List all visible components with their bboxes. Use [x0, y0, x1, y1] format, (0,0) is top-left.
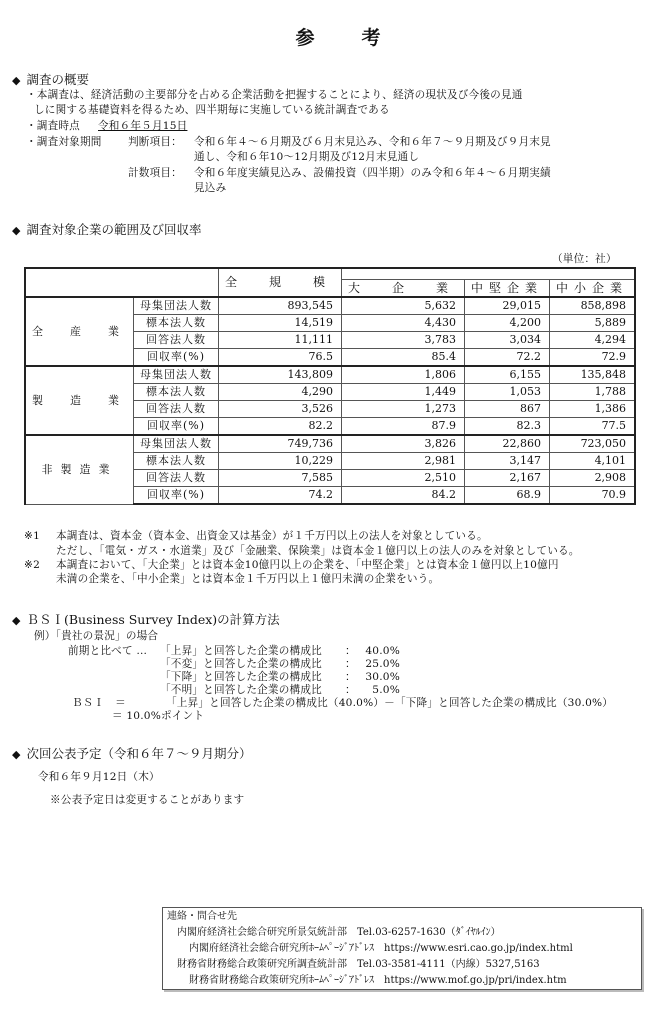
col-header-all: 全 規 模 [219, 268, 342, 297]
bsi-item-value: 40.0% [365, 645, 400, 657]
note-2-mark: ※2 [24, 559, 41, 571]
table-cell: 3,783 [342, 332, 465, 349]
table-cell: 1,806 [342, 366, 465, 384]
group-label: 非製造業 [25, 435, 134, 504]
bsi-item-colon: ： [345, 658, 356, 670]
table-cell: 84.2 [342, 487, 465, 505]
row-label: 標本法人数 [134, 453, 219, 470]
note-2-line-1: 本調査において、「大企業」とは資本金10億円以上の企業を、「中堅企業」とは資本金１億円以上10億円 [56, 559, 559, 571]
table-cell: 4,200 [465, 315, 550, 332]
row-label: 回答法人数 [134, 401, 219, 418]
table-corner-cell [25, 268, 219, 297]
bsi-item-text: 「不明」と回答した企業の構成比 [160, 684, 322, 696]
bsi-item-colon: ： [345, 671, 356, 683]
table-cell: 82.3 [465, 418, 550, 436]
table-cell: 749,736 [219, 435, 342, 453]
table-cell: 85.4 [342, 349, 465, 367]
overview-heading-text: 調査の概要 [26, 72, 89, 87]
next-note: ※公表予定日は変更することがあります [50, 794, 245, 806]
judgment-line-1: 令和６年４～６月期及び６月末見込み、令和６年７～９月期及び９月末見 [194, 136, 551, 148]
bsi-heading [12, 612, 280, 627]
survey-date-value: 令和６年５月15日 [98, 120, 188, 132]
table-cell: 1,449 [342, 384, 465, 401]
table-cell: 135,848 [550, 366, 636, 384]
diamond-bullet-icon: ◆ [12, 748, 21, 761]
note-1-line-1: 本調査は、資本金（資本金、出資金又は基金）が１千万円以上の法人を対象としている。 [56, 530, 488, 542]
coverage-heading [12, 222, 201, 237]
unit-label: （単位：社） [552, 253, 617, 265]
contact-line-4[interactable]: 財務省財務総合政策研究所ﾎｰﾑﾍﾟｰｼﾞｱﾄﾞﾚｽ https://www.mof.go.jp/pri/index.htm [189, 975, 567, 986]
table-cell: 10,229 [219, 453, 342, 470]
table-cell: 82.2 [219, 418, 342, 436]
note-1-line-2: ただし、「電気・ガス・水道業」及び「金融業、保険業」は資本金１億円以上の法人のみを対象としている。 [56, 545, 580, 557]
table-cell: 3,826 [342, 435, 465, 453]
bsi-compare: 前期と比べて … [68, 645, 148, 657]
bsi-formula: 「上昇」と回答した企業の構成比（40.0%）－「下降」と回答した企業の構成比（30.0%） [166, 697, 614, 709]
coverage-table [24, 267, 636, 505]
table-cell: 2,510 [342, 470, 465, 487]
bsi-heading-text: ＢＳＩ(Business Survey Index)の計算方法 [26, 612, 280, 627]
table-cell: 893,545 [219, 297, 342, 315]
period-label: ・調査対象期間 [26, 136, 102, 148]
table-cell: 68.9 [465, 487, 550, 505]
diamond-bullet-icon: ◆ [12, 74, 21, 87]
table-cell: 77.5 [550, 418, 636, 436]
table-cell: 5,889 [550, 315, 636, 332]
contact-box [162, 907, 642, 990]
table-cell: 143,809 [219, 366, 342, 384]
count-line-2: 見込み [194, 182, 227, 194]
table-cell: 723,050 [550, 435, 636, 453]
table-cell: 3,034 [465, 332, 550, 349]
next-heading-text: 次回公表予定（令和６年７～９月期分） [26, 746, 252, 761]
col-header-large: 大 企 業 [342, 280, 465, 298]
bsi-item-text: 「不変」と回答した企業の構成比 [160, 658, 322, 670]
row-label: 回収率(%) [134, 349, 219, 367]
bsi-item-value: 30.0% [365, 671, 400, 683]
table-cell: 4,101 [550, 453, 636, 470]
overview-heading [12, 72, 89, 87]
table-cell: 1,273 [342, 401, 465, 418]
bsi-item-text: 「下降」と回答した企業の構成比 [160, 671, 322, 683]
judgment-label: 判断項目： [128, 136, 182, 148]
table-cell: 5,632 [342, 297, 465, 315]
row-label: 回答法人数 [134, 332, 219, 349]
table-cell: 2,167 [465, 470, 550, 487]
table-cell: 3,526 [219, 401, 342, 418]
contact-line-1: 内閣府経済社会総合研究所景気統計部 Tel.03-6257-1630（ﾀﾞｲﾔﾙｲﾝ） [177, 927, 501, 938]
table-cell: 29,015 [465, 297, 550, 315]
col-header-spacer [342, 268, 636, 280]
group-label: 製 造 業 [25, 366, 134, 435]
judgment-line-2: 通し、令和６年10～12月期及び12月末見通し [194, 151, 420, 163]
table-cell: 4,290 [219, 384, 342, 401]
table-cell: 14,519 [219, 315, 342, 332]
coverage-table-body [25, 297, 635, 504]
note-2-line-2: 未満の企業を、「中小企業」とは資本金１千万円以上１億円未満の企業をいう。 [56, 573, 440, 585]
bsi-example: 例）「貴社の景況」の場合 [34, 630, 159, 642]
table-cell: 2,908 [550, 470, 636, 487]
count-line-1: 令和６年度実績見込み、設備投資（四半期）のみ令和６年４～６月期実績 [194, 167, 551, 179]
bsi-item-value: 25.0% [365, 658, 400, 670]
col-header-small: 中小企業 [550, 280, 636, 298]
diamond-bullet-icon: ◆ [12, 224, 21, 237]
row-label: 標本法人数 [134, 315, 219, 332]
table-cell: 70.9 [550, 487, 636, 505]
overview-text-2: しに関する基礎資料を得るため、四半期毎に実施している統計調査である [34, 104, 390, 116]
table-cell: 867 [465, 401, 550, 418]
group-label: 全 産 業 [25, 297, 134, 366]
survey-date-label: ・調査時点 [26, 120, 80, 132]
coverage-heading-text: 調査対象企業の範囲及び回収率 [26, 222, 202, 237]
table-cell: 87.9 [342, 418, 465, 436]
row-label: 母集団法人数 [134, 297, 219, 315]
row-label: 回収率(%) [134, 487, 219, 505]
table-cell: 1,788 [550, 384, 636, 401]
bsi-formula-label: ＢＳＩ ＝ [72, 697, 126, 709]
bsi-item-colon: ： [345, 684, 356, 696]
table-row [25, 435, 635, 453]
row-label: 標本法人数 [134, 384, 219, 401]
contact-title: 連絡・問合せ先 [167, 911, 237, 922]
diamond-bullet-icon: ◆ [12, 614, 21, 627]
table-cell: 858,898 [550, 297, 636, 315]
table-cell: 72.2 [465, 349, 550, 367]
table-cell: 76.5 [219, 349, 342, 367]
table-cell: 72.9 [550, 349, 636, 367]
table-cell: 7,585 [219, 470, 342, 487]
table-row [25, 297, 635, 315]
row-label: 母集団法人数 [134, 366, 219, 384]
note-1-mark: ※1 [24, 530, 41, 542]
col-header-mid: 中堅企業 [465, 280, 550, 298]
table-cell: 1,053 [465, 384, 550, 401]
overview-text-1: ・本調査は、経済活動の主要部分を占める企業活動を把握することにより、経済の現状及び今後の見通 [26, 89, 523, 101]
contact-line-2[interactable]: 内閣府経済社会総合研究所ﾎｰﾑﾍﾟｰｼﾞｱﾄﾞﾚｽ https://www.esri.cao.go.jp/index.html [189, 943, 573, 954]
bsi-item-value: 5.0% [372, 684, 400, 696]
bsi-item-colon: ： [345, 645, 356, 657]
table-cell: 6,155 [465, 366, 550, 384]
table-cell: 74.2 [219, 487, 342, 505]
table-cell: 3,147 [465, 453, 550, 470]
count-label: 計数項目： [128, 167, 182, 179]
row-label: 回収率(%) [134, 418, 219, 436]
table-cell: 4,430 [342, 315, 465, 332]
bsi-item-text: 「上昇」と回答した企業の構成比 [160, 645, 322, 657]
table-cell: 2,981 [342, 453, 465, 470]
next-date: 令和６年９月12日（木） [38, 771, 160, 783]
row-label: 回答法人数 [134, 470, 219, 487]
table-cell: 22,860 [465, 435, 550, 453]
table-cell: 4,294 [550, 332, 636, 349]
row-label: 母集団法人数 [134, 435, 219, 453]
table-cell: 11,111 [219, 332, 342, 349]
next-heading [12, 746, 251, 761]
bsi-result: ＝ 10.0%ポイント [112, 710, 205, 722]
page-title: 参 考 [295, 27, 395, 49]
contact-line-3: 財務省財務総合政策研究所調査統計部 Tel.03-3581-4111（内線）5327,5163 [177, 959, 540, 970]
table-row [25, 366, 635, 384]
table-cell: 1,386 [550, 401, 636, 418]
